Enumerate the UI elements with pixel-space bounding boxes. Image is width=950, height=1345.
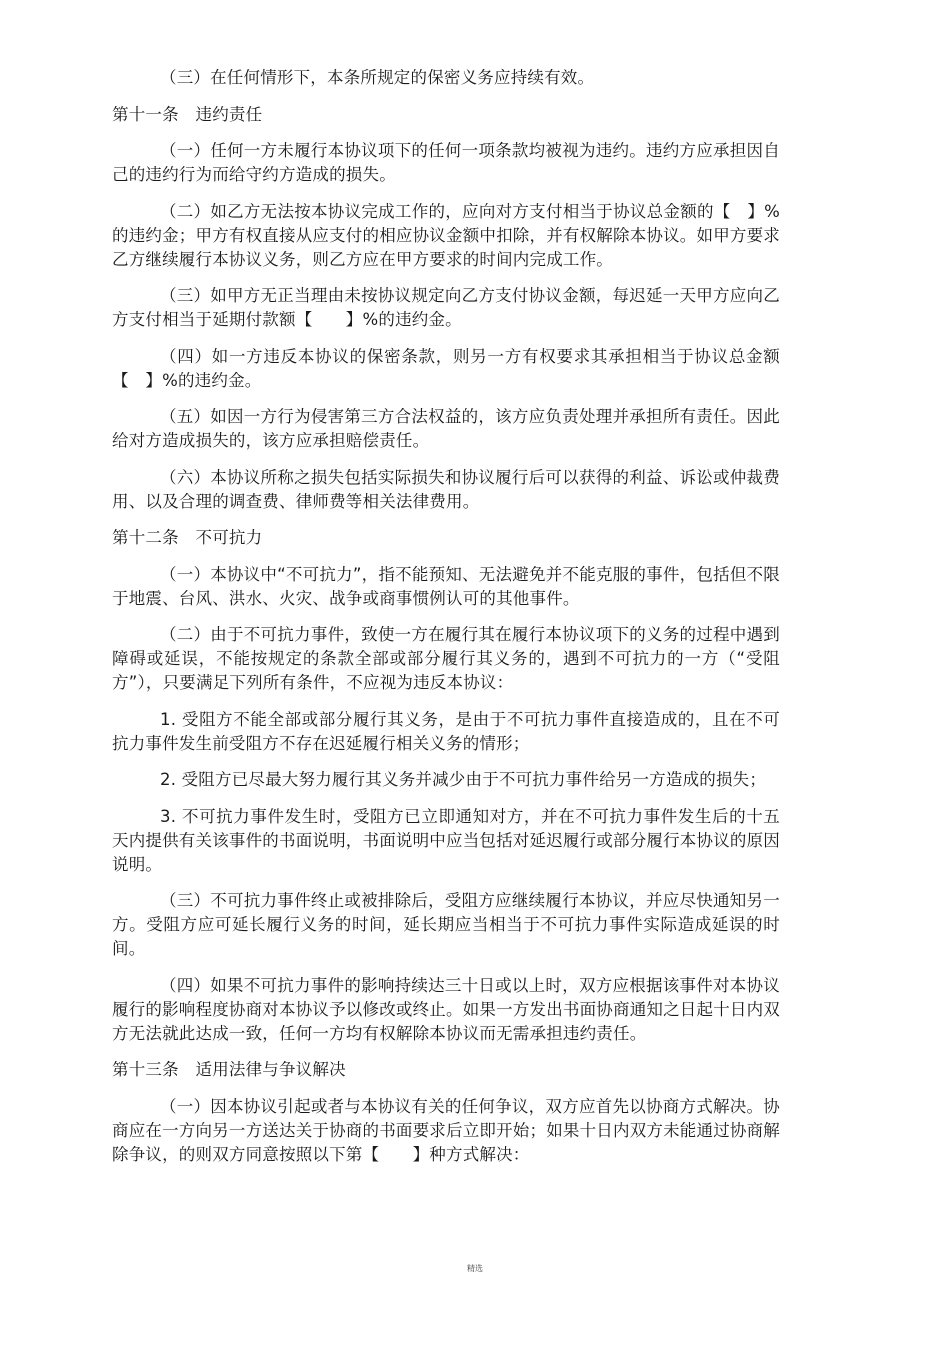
clause-paragraph: （五）如因一方行为侵害第三方合法权益的，该方应负责处理并承担所有责任。因此给对方造成损失的，该方应承担赔偿责任。 bbox=[112, 407, 780, 450]
clause-paragraph: （一）因本协议引起或者与本协议有关的任何争议，双方应首先以协商方式解决。协商应在一方向另一方送达关于协商的书面要求后立即开始；如果十日内双方未能通过协商解除争议，的则双方同意按照以下第【 】种方式解决： bbox=[112, 1096, 780, 1164]
page-footer: 精选 bbox=[467, 1264, 483, 1273]
clause-paragraph: （三）如甲方无正当理由未按协议规定向乙方支付协议金额，每迟延一天甲方应向乙方支付相当于延期付款额【 】%的违约金。 bbox=[112, 286, 780, 329]
clause-paragraph: （三）在任何情形下，本条所规定的保密义务应持续有效。 bbox=[160, 68, 595, 87]
list-item: 3. 不可抗力事件发生时，受阻方已立即通知对方，并在不可抗力事件发生后的十五天内提供有关该事件的书面说明，书面说明中应当包括对延迟履行或部分履行本协议的原因说明。 bbox=[112, 806, 780, 874]
clause-paragraph: （一）任何一方未履行本协议项下的任何一项条款均被视为违约。违约方应承担因自己的违约行为而给守约方造成的损失。 bbox=[112, 141, 780, 184]
article-heading: 第十三条 适用法律与争议解决 bbox=[112, 1060, 346, 1079]
clause-paragraph: （六）本协议所称之损失包括实际损失和协议履行后可以获得的利益、诉讼或仲裁费用、以及合理的调查费、律师费等相关法律费用。 bbox=[112, 467, 780, 511]
clause-paragraph: （四）如果不可抗力事件的影响持续达三十日或以上时，双方应根据该事件对本协议履行的影响程度协商对本协议予以修改或终止。如果一方发出书面协商通知之日起十日内双方无法就此达成一致，任何一方均有权解除本协议而无需承担违约责任。 bbox=[112, 975, 780, 1043]
list-item: 2. 受阻方已尽最大努力履行其义务并减少由于不可抗力事件给另一方造成的损失； bbox=[160, 770, 767, 789]
clause-paragraph: （二）如乙方无法按本协议完成工作的，应向对方支付相当于协议总金额的【 】%的违约金；甲方有权直接从应支付的相应协议金额中扣除，并有权解除本协议。如甲方要求乙方继续履行本协议义务，则乙方应在甲方要求的时间内完成工作。 bbox=[112, 201, 780, 269]
clause-paragraph: （一）本协议中“不可抗力”，指不能预知、无法避免并不能克服的事件，包括但不限于地震、台风、洪水、火灾、战争或商事惯例认可的其他事件。 bbox=[112, 564, 780, 608]
document-body bbox=[112, 66, 780, 1179]
article-heading: 第十二条 不可抗力 bbox=[112, 528, 263, 547]
list-item: 1. 受阻方不能全部或部分履行其义务，是由于不可抗力事件直接造成的，且在不可抗力事件发生前受阻方不存在迟延履行相关义务的情形； bbox=[112, 709, 780, 753]
clause-paragraph: （三）不可抗力事件终止或被排除后，受阻方应继续履行本协议，并应尽快通知另一方。受阻方应可延长履行义务的时间，延长期应当相当于不可抗力事件实际造成延误的时间。 bbox=[112, 891, 780, 958]
clause-paragraph: （二）由于不可抗力事件，致使一方在履行其在履行本协议项下的义务的过程中遇到障碍或延误，不能按规定的条款全部或部分履行其义务的，遇到不可抗力的一方（“受阻方”），只要满足下列所有条件，不应视为违反本协议： bbox=[112, 625, 780, 692]
clause-paragraph: （四）如一方违反本协议的保密条款，则另一方有权要求其承担相当于协议总金额【 】%的违约金。 bbox=[112, 346, 780, 390]
article-heading: 第十一条 违约责任 bbox=[112, 104, 263, 124]
